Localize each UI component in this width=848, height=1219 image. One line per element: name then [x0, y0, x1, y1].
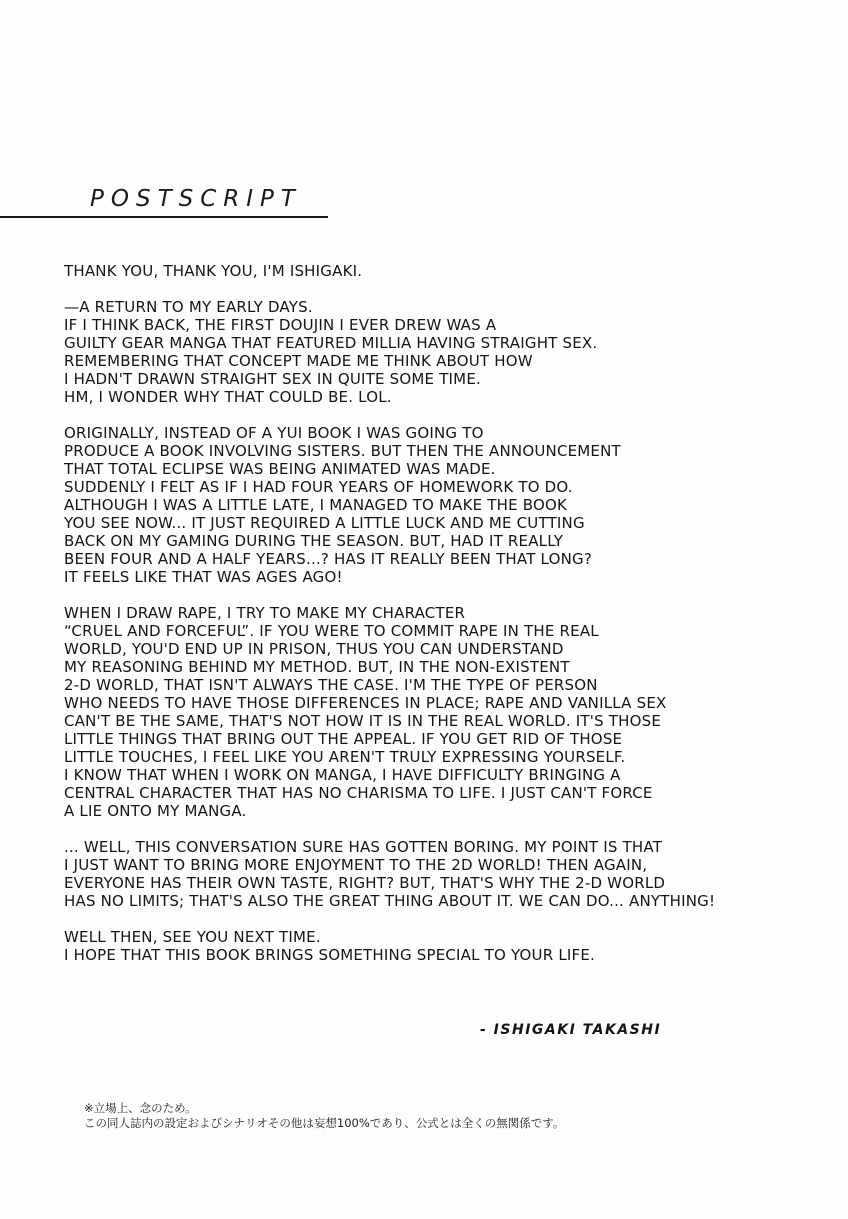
- text-line: ALTHOUGH I WAS A LITTLE LATE, I MANAGED TO MAKE THE BOOK: [64, 496, 568, 514]
- text-line: WORLD, YOU'D END UP IN PRISON, THUS YOU CAN UNDERSTAND: [64, 640, 564, 658]
- text-line: IF I THINK BACK, THE FIRST DOUJIN I EVER DREW WAS A: [64, 316, 497, 334]
- text-line: CENTRAL CHARACTER THAT HAS NO CHARISMA TO LIFE. I JUST CAN'T FORCE: [64, 784, 653, 802]
- text-line: WHEN I DRAW RAPE, I TRY TO MAKE MY CHARACTER: [64, 604, 466, 622]
- page-title: POSTSCRIPT: [90, 186, 302, 212]
- text-line: —A RETURN TO MY EARLY DAYS.: [64, 298, 313, 316]
- text-line: PRODUCE A BOOK INVOLVING SISTERS. BUT THEN THE ANNOUNCEMENT: [64, 442, 621, 460]
- text-line: 2-D WORLD, THAT ISN'T ALWAYS THE CASE. I'M THE TYPE OF PERSON: [64, 676, 598, 694]
- paragraph-greeting: [64, 262, 834, 280]
- footnote-line: この同人誌内の設定およびシナリオその他は妄想100%であり、公式とは全くの無関係です。: [84, 1116, 565, 1130]
- footnote-line: ※立場上、念のため。: [84, 1101, 197, 1115]
- text-line: REMEMBERING THAT CONCEPT MADE ME THINK ABOUT HOW: [64, 352, 533, 370]
- text-line: WHO NEEDS TO HAVE THOSE DIFFERENCES IN PLACE; RAPE AND VANILLA SEX: [64, 694, 667, 712]
- author-signature: - ISHIGAKI TAKASHI: [480, 1022, 662, 1038]
- text-line: BEEN FOUR AND A HALF YEARS...? HAS IT REALLY BEEN THAT LONG?: [64, 550, 592, 568]
- text-line: BACK ON MY GAMING DURING THE SEASON. BUT, HAD IT REALLY: [64, 532, 564, 550]
- postscript-body: [64, 262, 834, 982]
- text-line: I JUST WANT TO BRING MORE ENJOYMENT TO THE 2D WORLD! THEN AGAIN,: [64, 856, 648, 874]
- title-underline: [0, 216, 328, 218]
- disclaimer-footnote: [84, 1101, 564, 1131]
- text-line: LITTLE THINGS THAT BRING OUT THE APPEAL. IF YOU GET RID OF THOSE: [64, 730, 623, 748]
- paragraph-sisters-book: [64, 424, 834, 586]
- text-line: IT FEELS LIKE THAT WAS AGES AGO!: [64, 568, 343, 586]
- paragraph-drawing-method: [64, 604, 834, 820]
- text-line: WELL THEN, SEE YOU NEXT TIME.: [64, 928, 321, 946]
- paragraph-2d-world: [64, 838, 834, 910]
- text-line: THANK YOU, THANK YOU, I'M ISHIGAKI.: [64, 262, 363, 280]
- text-line: GUILTY GEAR MANGA THAT FEATURED MILLIA HAVING STRAIGHT SEX.: [64, 334, 598, 352]
- paragraph-early-days: [64, 298, 834, 406]
- text-line: THAT TOTAL ECLIPSE WAS BEING ANIMATED WAS MADE.: [64, 460, 496, 478]
- text-line: YOU SEE NOW... IT JUST REQUIRED A LITTLE LUCK AND ME CUTTING: [64, 514, 585, 532]
- text-line: MY REASONING BEHIND MY METHOD. BUT, IN THE NON-EXISTENT: [64, 658, 570, 676]
- text-line: EVERYONE HAS THEIR OWN TASTE, RIGHT? BUT, THAT'S WHY THE 2-D WORLD: [64, 874, 666, 892]
- text-line: LITTLE TOUCHES, I FEEL LIKE YOU AREN'T TRULY EXPRESSING YOURSELF.: [64, 748, 626, 766]
- text-line: A LIE ONTO MY MANGA.: [64, 802, 247, 820]
- text-line: CAN'T BE THE SAME, THAT'S NOT HOW IT IS IN THE REAL WORLD. IT'S THOSE: [64, 712, 662, 730]
- text-line: I KNOW THAT WHEN I WORK ON MANGA, I HAVE DIFFICULTY BRINGING A: [64, 766, 621, 784]
- text-line: ... WELL, THIS CONVERSATION SURE HAS GOTTEN BORING. MY POINT IS THAT: [64, 838, 663, 856]
- text-line: “CRUEL AND FORCEFUL”. IF YOU WERE TO COMMIT RAPE IN THE REAL: [64, 622, 599, 640]
- text-line: HM, I WONDER WHY THAT COULD BE. LOL.: [64, 388, 392, 406]
- text-line: I HOPE THAT THIS BOOK BRINGS SOMETHING SPECIAL TO YOUR LIFE.: [64, 946, 595, 964]
- text-line: ORIGINALLY, INSTEAD OF A YUI BOOK I WAS GOING TO: [64, 424, 484, 442]
- text-line: SUDDENLY I FELT AS IF I HAD FOUR YEARS OF HOMEWORK TO DO.: [64, 478, 573, 496]
- text-line: HAS NO LIMITS; THAT'S ALSO THE GREAT THING ABOUT IT. WE CAN DO... ANYTHING!: [64, 892, 716, 910]
- text-line: I HADN'T DRAWN STRAIGHT SEX IN QUITE SOME TIME.: [64, 370, 481, 388]
- paragraph-closing: [64, 928, 834, 964]
